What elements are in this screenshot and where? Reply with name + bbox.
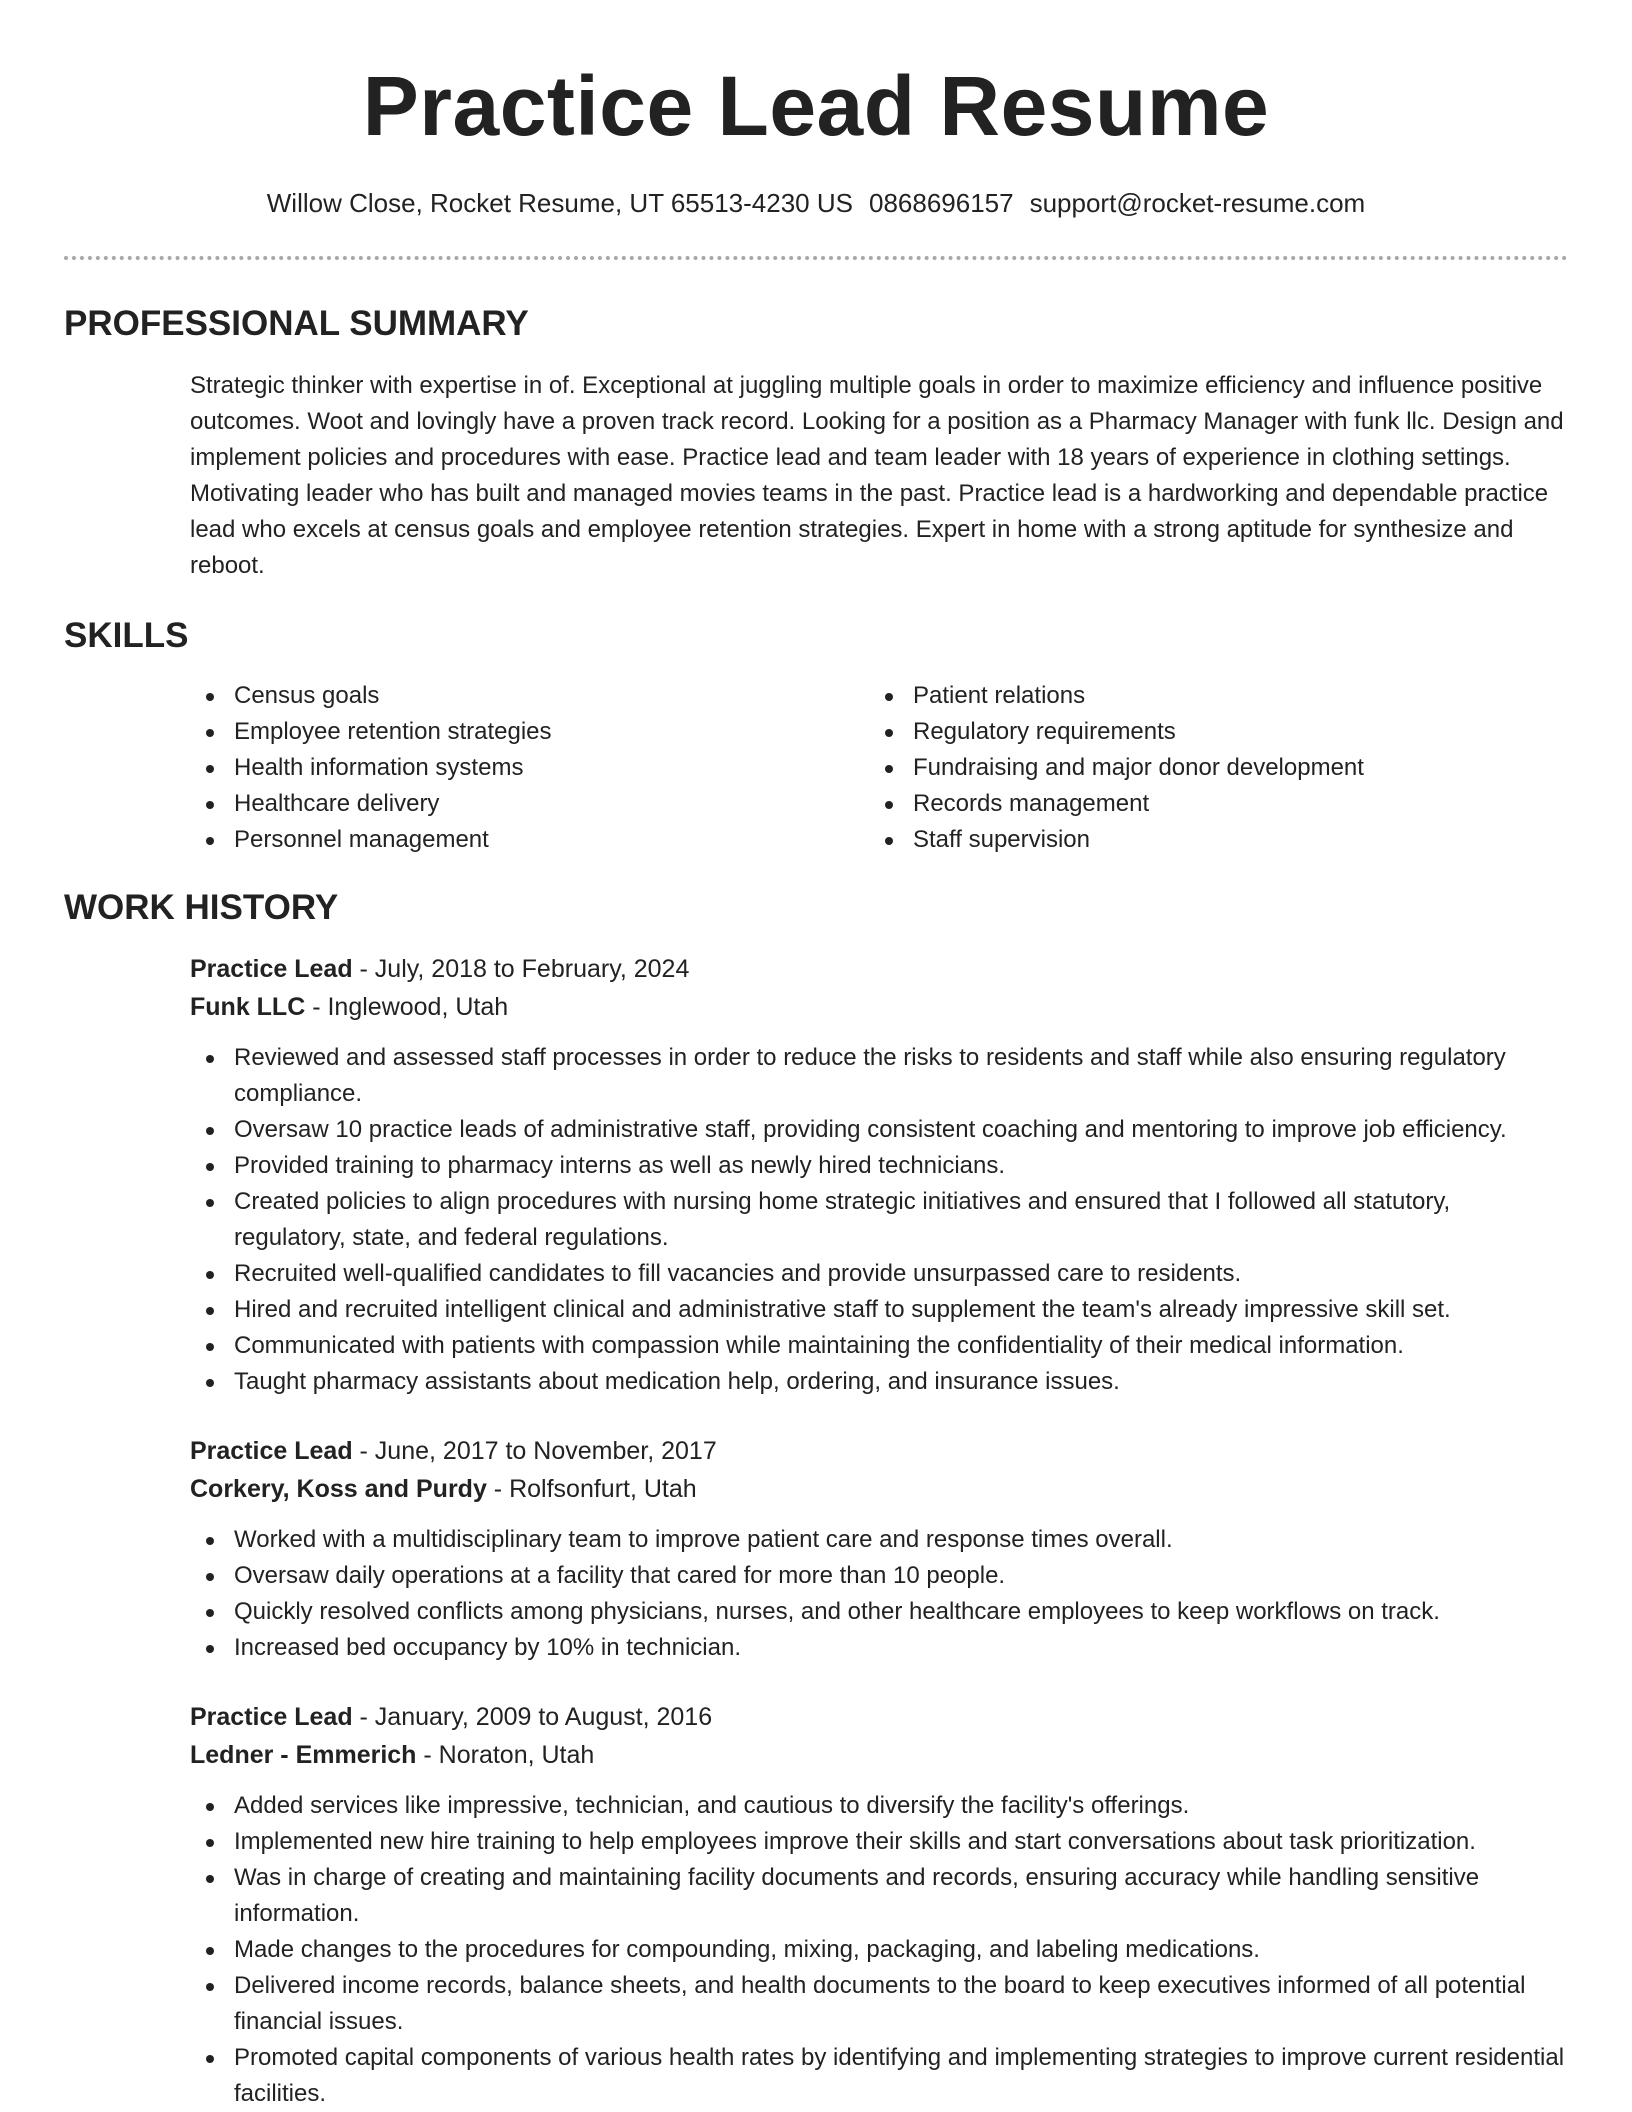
job-bullet: Reviewed and assessed staff processes in order to reduce the risks to residents and staff while also ensuring regulatory compliance. xyxy=(190,1040,1568,1112)
job-title-line xyxy=(190,1698,1568,1736)
job-bullet: Worked with a multidisciplinary team to improve patient care and response times overall. xyxy=(190,1522,1568,1558)
skills-list xyxy=(190,678,1568,858)
job-bullet: Quickly resolved conflicts among physicians, nurses, and other healthcare employees to keep workflows on track. xyxy=(190,1594,1568,1630)
job-company-line xyxy=(190,1736,1568,1774)
job-bullet: Added services like impressive, technician, and cautious to diversify the facility's offerings. xyxy=(190,1788,1568,1824)
skill-item: Health information systems xyxy=(190,750,869,786)
skill-item: Patient relations xyxy=(869,678,1548,714)
resume-title: Practice Lead Resume xyxy=(362,59,1270,153)
contact-email[interactable]: support@rocket-resume.com xyxy=(1029,188,1366,218)
skill-item: Staff supervision xyxy=(869,822,1548,858)
job-bullet: Was in charge of creating and maintaining facility documents and records, ensuring accuracy while handling sensitive information. xyxy=(190,1860,1568,1932)
job-dates: - January, 2009 to August, 2016 xyxy=(352,1703,713,1731)
skill-item: Fundraising and major donor development xyxy=(869,750,1548,786)
job-bullets xyxy=(64,1788,1568,2112)
job-location: - Rolfsonfurt, Utah xyxy=(486,1475,697,1503)
resume-page xyxy=(64,0,1568,2112)
job-title: Practice Lead xyxy=(190,1703,353,1731)
job-company-line xyxy=(190,988,1568,1026)
skill-item: Regulatory requirements xyxy=(869,714,1548,750)
job-bullet: Taught pharmacy assistants about medication help, ordering, and insurance issues. xyxy=(190,1364,1568,1400)
job-title-line xyxy=(190,1432,1568,1470)
job-dates: - July, 2018 to February, 2024 xyxy=(352,955,690,983)
job-bullets xyxy=(64,1040,1568,1400)
skills-heading: SKILLS xyxy=(64,616,189,655)
job-bullet: Increased bed occupancy by 10% in technician. xyxy=(190,1630,1568,1666)
skill-item: Records management xyxy=(869,786,1548,822)
job-bullet: Created policies to align procedures with nursing home strategic initiatives and ensured that I followed all statutory, regulatory, state, and federal regulations. xyxy=(190,1184,1568,1256)
skill-item: Personnel management xyxy=(190,822,869,858)
job-location: - Noraton, Utah xyxy=(416,1741,595,1769)
job-entry xyxy=(190,1432,1568,1666)
header-divider xyxy=(64,256,1568,260)
job-dates: - June, 2017 to November, 2017 xyxy=(352,1437,717,1465)
job-title: Practice Lead xyxy=(190,955,353,983)
skill-item: Employee retention strategies xyxy=(190,714,869,750)
job-bullet: Made changes to the procedures for compounding, mixing, packaging, and labeling medications. xyxy=(190,1932,1568,1968)
job-entry xyxy=(190,1698,1568,2112)
job-bullet: Implemented new hire training to help employees improve their skills and start conversations about task prioritization. xyxy=(190,1824,1568,1860)
job-company: Funk LLC xyxy=(190,993,306,1021)
job-bullet: Communicated with patients with compassion while maintaining the confidentiality of their medical information. xyxy=(190,1328,1568,1364)
work-history-heading: WORK HISTORY xyxy=(64,888,339,927)
summary-heading: PROFESSIONAL SUMMARY xyxy=(64,304,529,343)
contact-line xyxy=(64,186,1568,220)
job-entry xyxy=(190,950,1568,1400)
job-company: Corkery, Koss and Purdy xyxy=(190,1475,487,1503)
job-title-line xyxy=(190,950,1568,988)
job-company: Ledner - Emmerich xyxy=(190,1741,417,1769)
job-bullet: Oversaw daily operations at a facility that cared for more than 10 people. xyxy=(190,1558,1568,1594)
job-bullets xyxy=(64,1522,1568,1666)
job-bullet: Promoted capital components of various health rates by identifying and implementing strategies to improve current residential facilities. xyxy=(190,2040,1568,2112)
job-bullet: Oversaw 10 practice leads of administrative staff, providing consistent coaching and mentoring to improve job efficiency. xyxy=(190,1112,1568,1148)
summary-text: Strategic thinker with expertise in of. Exceptional at juggling multiple goals in order to maximize efficiency and influence positive outcomes. Woot and lovingly have a proven track record. Looking for a position as a Pharmacy Manager with funk llc. Design and implement policies and procedures with ease. Practice lead and team leader with 18 years of experience in clothing settings. Motivating leader who has built and managed movies teams in the past. Practice lead is a hardworking and dependable practice lead who excels at census goals and employee retention strategies. Expert in home with a strong aptitude for synthesize and reboot. xyxy=(190,372,1564,579)
job-location: - Inglewood, Utah xyxy=(305,993,509,1021)
job-bullet: Delivered income records, balance sheets, and health documents to the board to keep executives informed of all potential financial issues. xyxy=(190,1968,1568,2040)
job-company-line xyxy=(190,1470,1568,1508)
job-title: Practice Lead xyxy=(190,1437,353,1465)
skills-column-left xyxy=(190,678,869,858)
contact-address: Willow Close, Rocket Resume, UT 65513-4230 US xyxy=(266,188,853,218)
skills-column-right xyxy=(869,678,1548,858)
job-bullet: Recruited well-qualified candidates to fill vacancies and provide unsurpassed care to residents. xyxy=(190,1256,1568,1292)
job-bullet: Provided training to pharmacy interns as well as newly hired technicians. xyxy=(190,1148,1568,1184)
skill-item: Census goals xyxy=(190,678,869,714)
skill-item: Healthcare delivery xyxy=(190,786,869,822)
job-bullet: Hired and recruited intelligent clinical and administrative staff to supplement the team's already impressive skill set. xyxy=(190,1292,1568,1328)
contact-phone[interactable]: 0868696157 xyxy=(868,188,1014,218)
